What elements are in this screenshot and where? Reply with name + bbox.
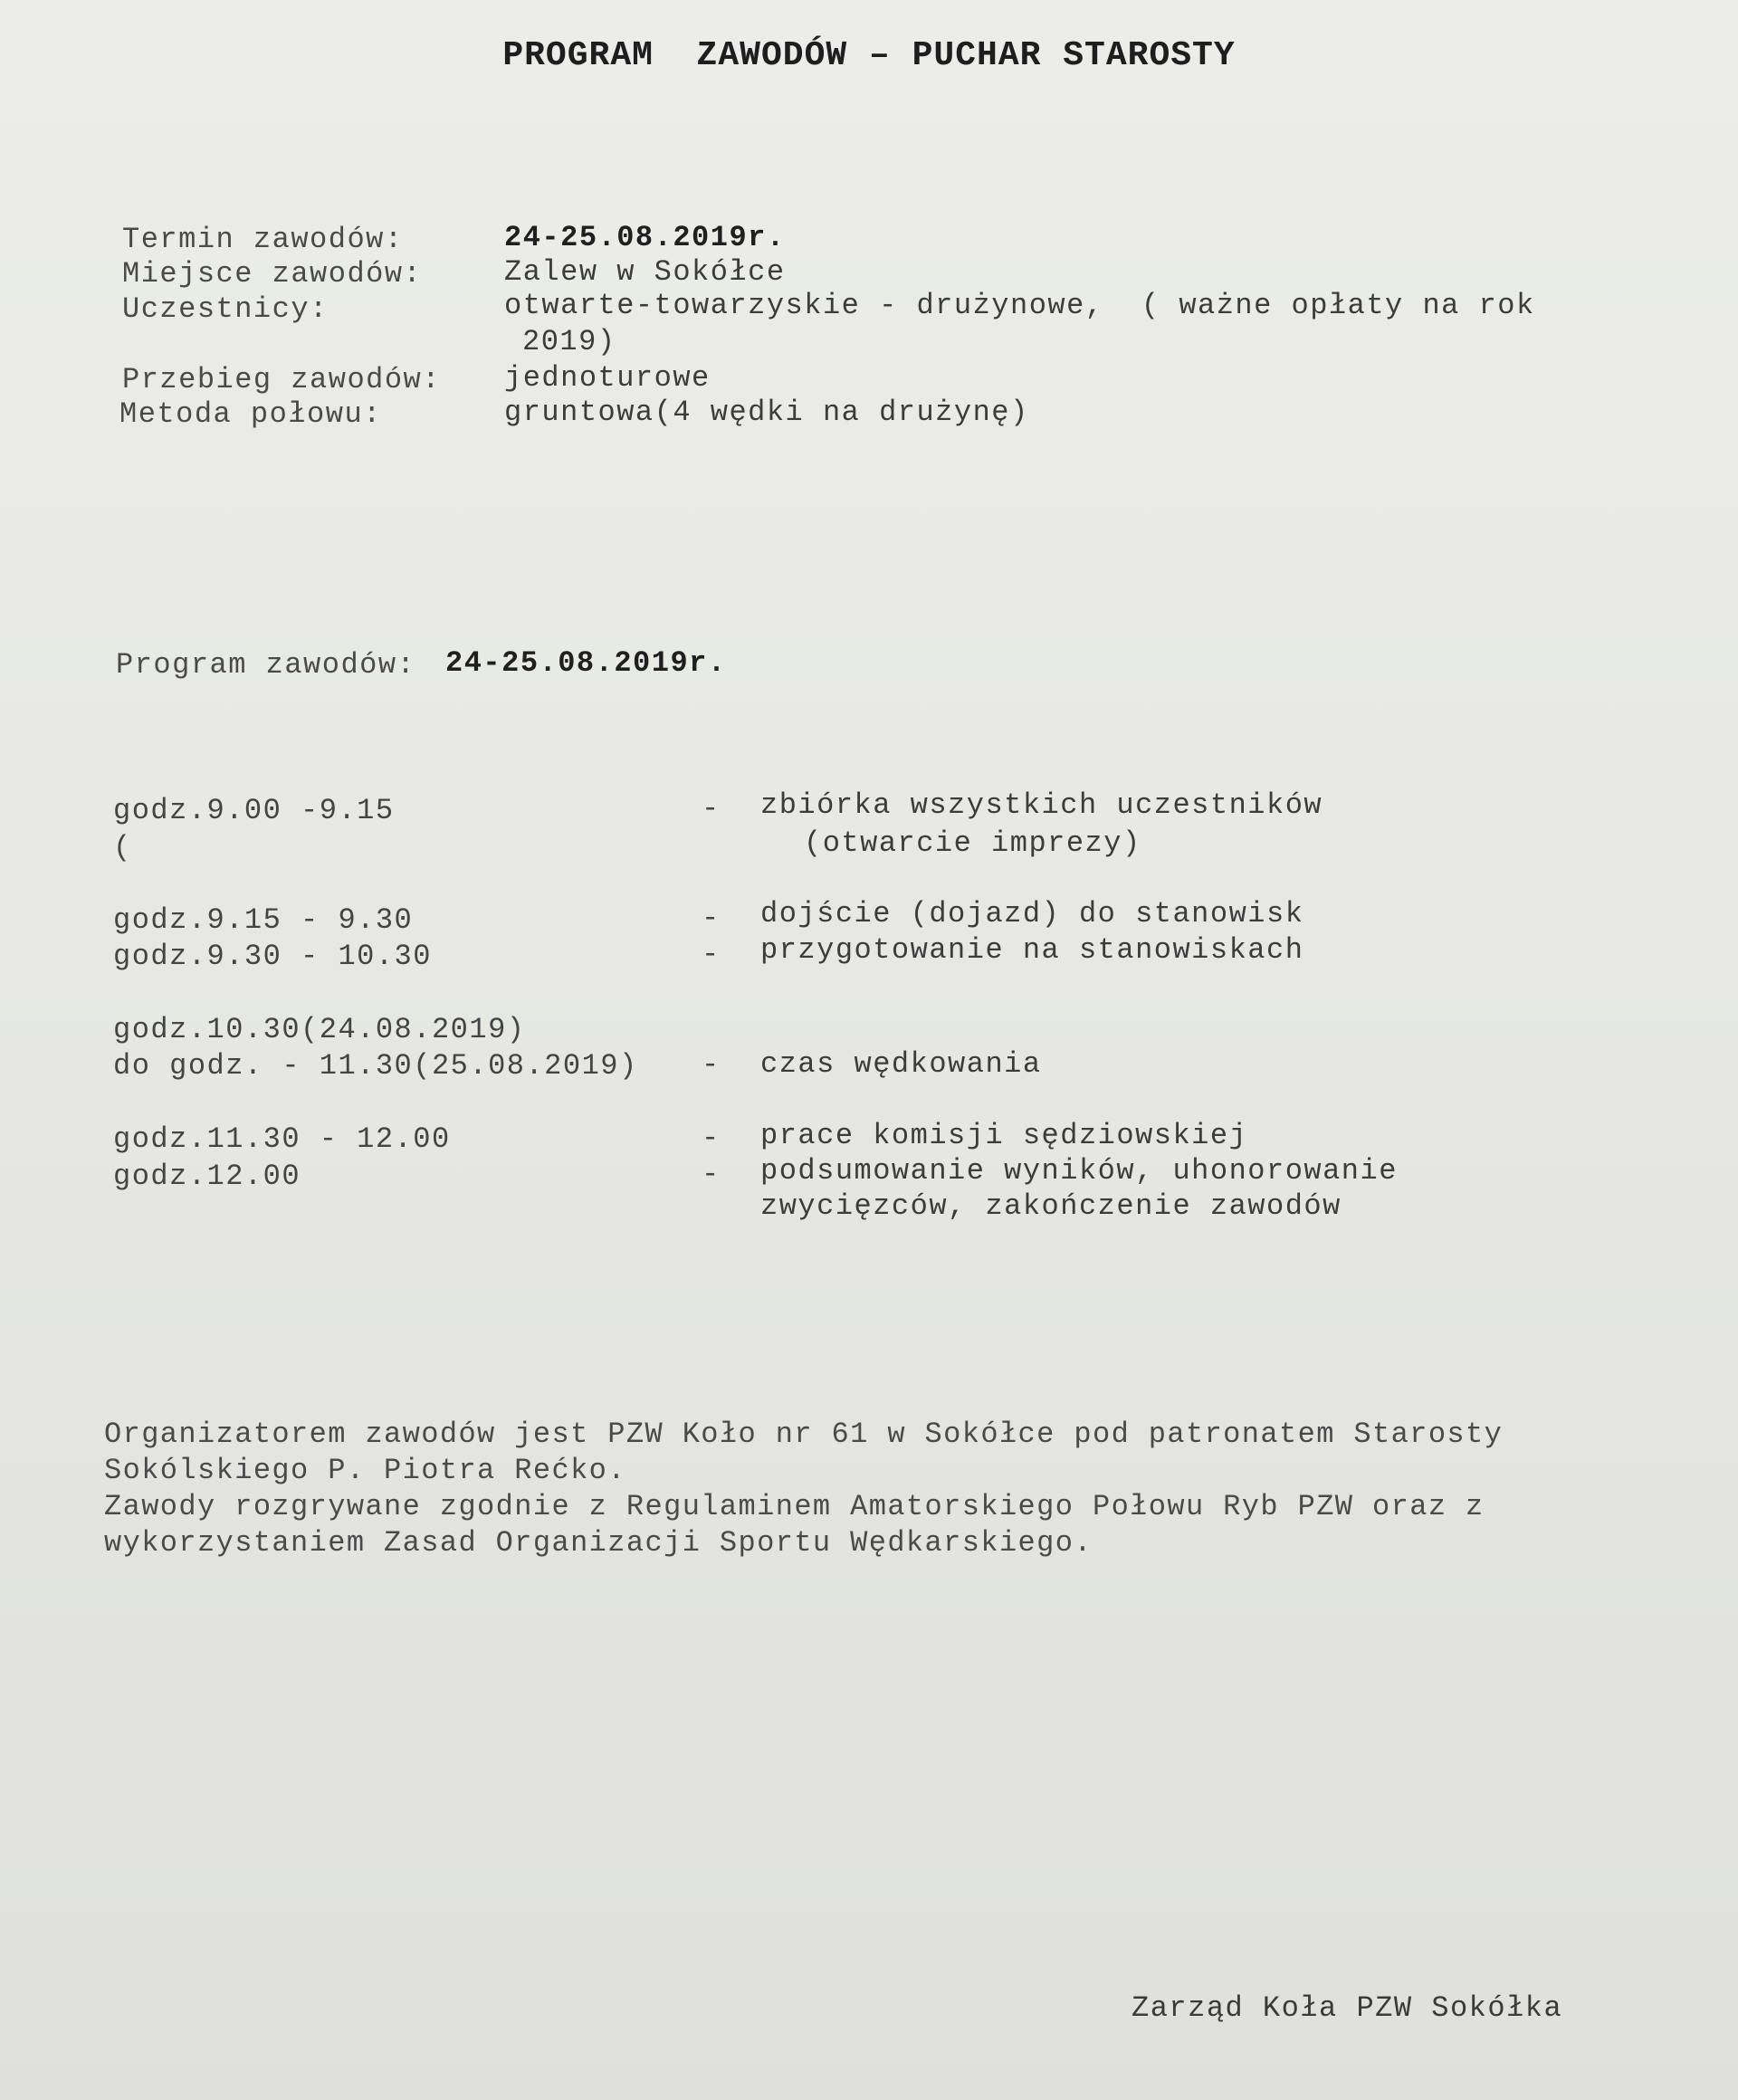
schedule-row6-desc-cont: zwycięzców, zakończenie zawodów xyxy=(760,1189,1342,1223)
rules-line-2: wykorzystaniem Zasad Organizacji Sportu Wędkarskiego. xyxy=(104,1526,1093,1560)
schedule-row1-desc: zbiórka wszystkich uczestników xyxy=(760,788,1323,822)
schedule-row6-time: godz.12.00 xyxy=(113,1160,301,1193)
program-heading-date: 24-25.08.2019r. xyxy=(445,646,727,680)
uczestnicy-value-cont: 2019) xyxy=(522,325,616,358)
schedule-row5-time: godz.11.30 - 12.00 xyxy=(113,1122,451,1156)
schedule-row2-desc: dojście (dojazd) do stanowisk xyxy=(760,897,1304,931)
schedule-row2-dash: - xyxy=(702,902,721,935)
schedule-row2-time: godz.9.15 - 9.30 xyxy=(113,903,414,937)
schedule-row4-dash: - xyxy=(702,1048,721,1082)
termin-value: 24-25.08.2019r. xyxy=(504,221,786,254)
schedule-row4-time-cont: do godz. - 11.30(25.08.2019) xyxy=(113,1049,638,1083)
rules-line-1: Zawody rozgrywane zgodnie z Regulaminem Amatorskiego Połowu Ryb PZW oraz z xyxy=(104,1490,1485,1523)
signature: Zarząd Koła PZW Sokółka xyxy=(1132,1991,1563,2025)
przebieg-label: Przebieg zawodów: xyxy=(122,363,441,396)
schedule-row5-desc: prace komisji sędziowskiej xyxy=(760,1119,1248,1152)
schedule-row3-dash: - xyxy=(702,938,721,971)
schedule-row5-dash: - xyxy=(702,1122,721,1155)
document-title: PROGRAM ZAWODÓW – PUCHAR STAROSTY xyxy=(502,36,1236,75)
organizer-line-1: Organizatorem zawodów jest PZW Koło nr 61 w Sokółce pod patronatem Starosty xyxy=(104,1418,1504,1451)
schedule-row1-desc-cont: (otwarcie imprezy) xyxy=(804,826,1141,860)
przebieg-value: jednoturowe xyxy=(504,361,711,395)
schedule-row3-time: godz.9.30 - 10.30 xyxy=(113,940,432,973)
schedule-row1-dash: - xyxy=(702,792,721,826)
program-heading-label: Program zawodów: xyxy=(116,648,416,682)
organizer-paragraph xyxy=(104,1417,1661,1561)
miejsce-value: Zalew w Sokółce xyxy=(504,255,786,289)
schedule-row6-desc: podsumowanie wyników, uhonorowanie xyxy=(760,1154,1398,1188)
schedule-row1-time: godz.9.00 -9.15 xyxy=(113,794,395,827)
schedule-row6-dash: - xyxy=(702,1158,721,1191)
uczestnicy-value: otwarte-towarzyskie - drużynowe, ( ważne opłaty na rok xyxy=(504,289,1535,322)
schedule-row1-time-cont: ( xyxy=(113,831,132,864)
schedule-row3-desc: przygotowanie na stanowiskach xyxy=(760,933,1304,967)
termin-label: Termin zawodów: xyxy=(122,223,404,256)
schedule-row4-time: godz.10.30(24.08.2019) xyxy=(113,1013,526,1046)
organizer-line-2: Sokólskiego P. Piotra Rećko. xyxy=(104,1454,626,1487)
schedule-row4-desc: czas wędkowania xyxy=(760,1047,1042,1081)
metoda-value: gruntowa(4 wędki na drużynę) xyxy=(504,396,1029,429)
miejsce-label: Miejsce zawodów: xyxy=(122,257,423,291)
uczestnicy-label: Uczestnicy: xyxy=(122,292,329,326)
metoda-label: Metoda połowu: xyxy=(119,397,382,431)
